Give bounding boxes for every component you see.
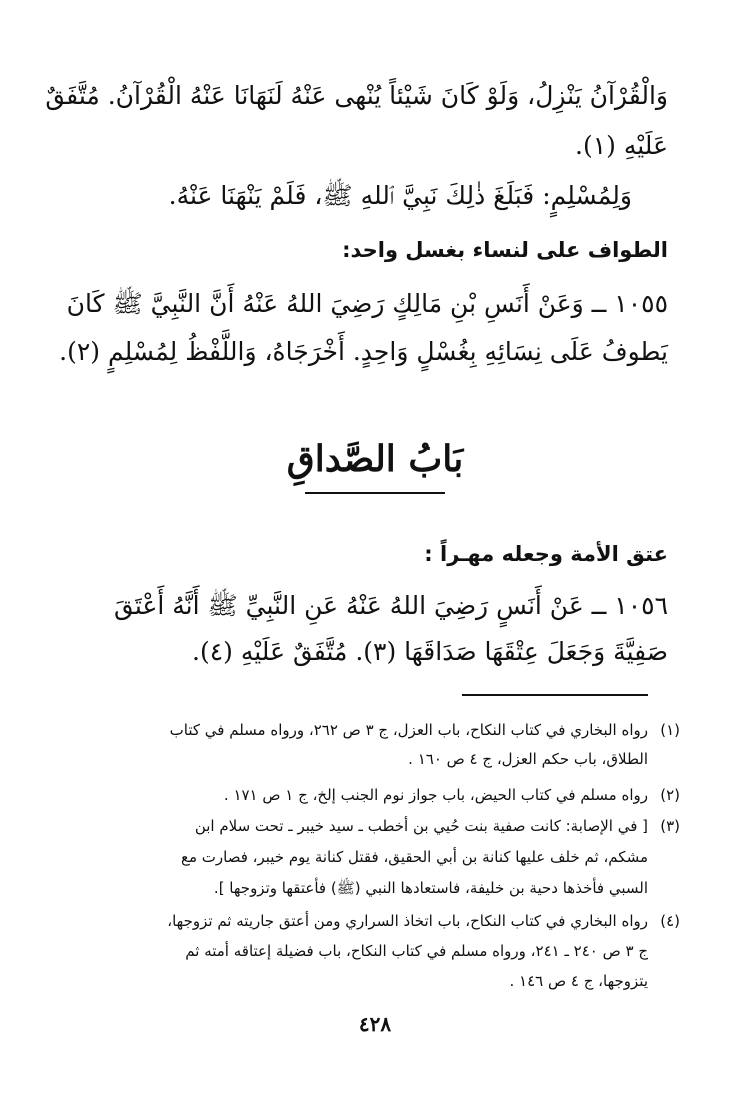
footnote-number: (٣)	[660, 817, 680, 835]
page-number: ٤٢٨	[358, 1012, 392, 1036]
footnote-number: (٢)	[660, 786, 680, 804]
footnote-1-cont: الطلاق، باب حكم العزل، ج ٤ ص ١٦٠ .	[408, 750, 648, 768]
chapter-title-underline	[305, 492, 445, 494]
footnote-4-cont-2: يتزوجها، ج ٤ ص ١٤٦ .	[509, 972, 648, 990]
footnote-4-cont-1: ج ٣ ص ٢٤٠ ـ ٢٤١، ورواه مسلم في كتاب النكاح، باب فضيلة إعتاقه أمته ثم	[185, 942, 648, 960]
hadith-1054-line-1: وَالْقُرْآنُ يَنْزِلُ، وَلَوْ كَانَ شَيْئاً يُنْهى عَنْهُ لَنَهَانَا عَنْهُ الْقُرْآنُ. مُتَّفَقٌ	[45, 81, 668, 110]
footnote-number: (٤)	[660, 912, 680, 930]
hadith-1056-line-1: ١٠٥٦ ــ عَنْ أَنَسٍ رَضِيَ اللهُ عَنْهُ عَنِ النَّبِيِّ ﷺ أَنَّهُ أَعْتَقَ	[114, 591, 668, 620]
chapter-title: بَابُ الصَّداقِ	[286, 438, 464, 480]
footnote-3-cont-1: مشكم، ثم خلف عليها كنانة بن أبي الحقيق، فقتل كنانة يوم خيبر، فصارت مع	[180, 848, 648, 866]
hadith-1054-line-2: عَلَيْهِ (١).	[575, 131, 668, 160]
footnote-text: [ في الإصابة: كانت صفية بنت حُيي بن أخطب ـ سيد خيبر ـ تحت سلام ابن	[194, 817, 648, 835]
footnote-4	[70, 907, 680, 936]
footnote-number: (١)	[660, 721, 680, 739]
hadith-1055-line-1: ١٠٥٥ ــ وَعَنْ أَنَسِ بْنِ مَالِكٍ رَضِيَ اللهُ عَنْهُ أَنَّ النَّبِيَّ ﷺ كَانَ	[66, 289, 668, 318]
footnote-2	[70, 781, 680, 810]
footnote-text: رواه البخاري في كتاب النكاح، باب العزل، ج ٣ ص ٢٦٢، ورواه مسلم في كتاب	[169, 721, 648, 739]
hadith-1055-line-2: يَطوفُ عَلَى نِسَائِهِ بِغُسْلٍ وَاحِدٍ. أَخْرَجَاهُ، وَاللَّفْظُ لِمُسْلِمٍ (٢).	[59, 337, 668, 366]
hadith-1056-line-2: صَفِيَّةَ وَجَعَلَ عِتْقَهَا صَدَاقَهَا (٣). مُتَّفَقٌ عَلَيْهِ (٤).	[192, 637, 668, 666]
footnote-1	[70, 716, 680, 745]
footnote-text: رواه مسلم في كتاب الحيض، باب جواز نوم الجنب إلخ، ج ١ ص ١٧١ .	[223, 786, 648, 804]
footnote-text: رواه البخاري في كتاب النكاح، باب اتخاذ السراري ومن أعتق جاريته ثم تزوجها،	[167, 912, 648, 930]
muslim-narration-line: وَلِمُسْلِمٍ: فَبَلَغَ ذٰلِكَ نَبِيَّ ٱللهِ ﷺ، فَلَمْ يَنْهَنَا عَنْهُ.	[168, 181, 632, 210]
footnote-separator	[462, 694, 648, 696]
footnote-3-cont-2: السبي فأخذها دحية بن خليفة، فاستعادها النبي (ﷺ) فأعتقها وتزوجها ].	[213, 879, 648, 897]
section-heading-tawaf: الطواف على لنساء بغسل واحد:	[342, 238, 668, 262]
section-heading-itq: عتق الأمة وجعله مهـراً :	[424, 542, 668, 566]
footnote-3	[70, 812, 680, 841]
